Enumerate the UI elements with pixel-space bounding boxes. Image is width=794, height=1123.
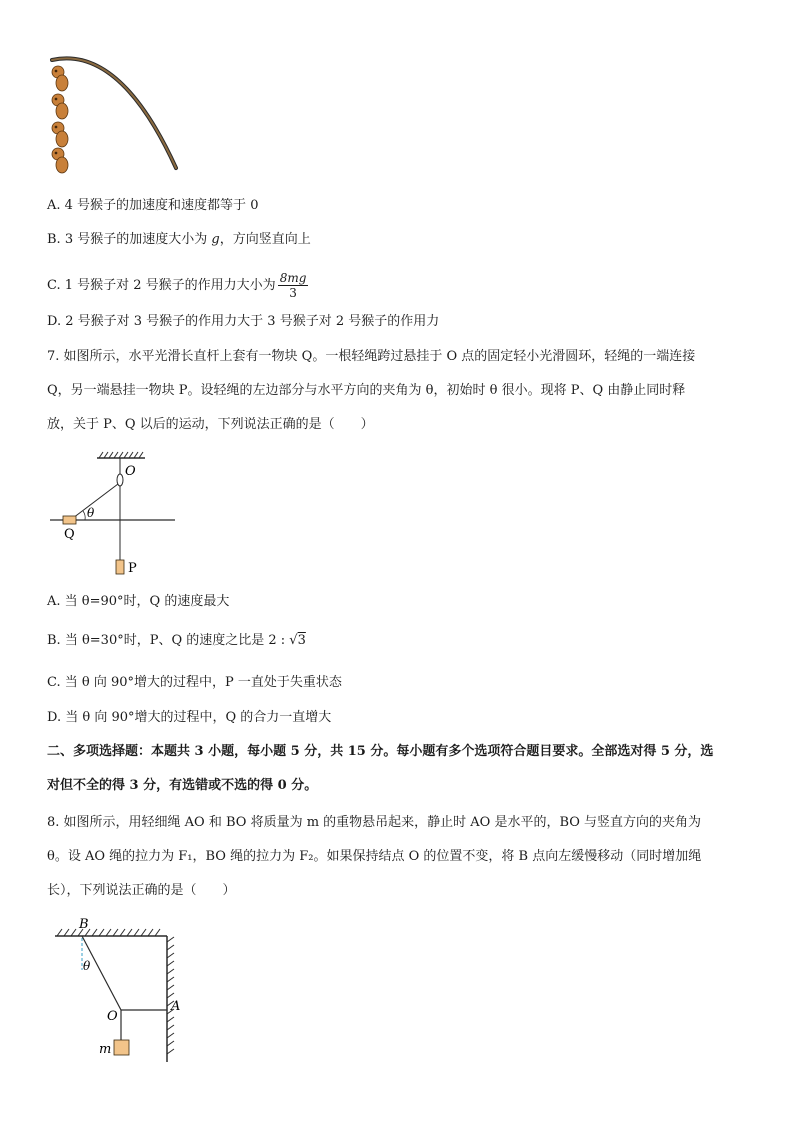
block-q bbox=[63, 516, 76, 524]
block-p bbox=[116, 560, 124, 574]
label-b: B bbox=[79, 917, 89, 932]
monkey-3 bbox=[52, 122, 68, 147]
q6-option-a: A. 4 号猴子的加速度和速度都等于 0 bbox=[47, 198, 259, 213]
label-theta: θ bbox=[87, 506, 95, 520]
q6-option-c: C. 1 号猴子对 2 号猴子的作用力大小为 $\frac{8mg}{3}$ bbox=[47, 271, 307, 300]
q7-stem-line-1: 7. 如图所示，水平光滑长直杆上套有一物块 Q。一根轻绳跨过悬挂于 O 点的固定轻小光滑圆环，轻绳的一端连接 bbox=[47, 349, 696, 364]
q7-option-b: B. 当 θ=30°时，P、Q 的速度之比是 2 : √3 bbox=[47, 633, 306, 648]
q8-stem-line-3: 长），下列说法正确的是（ ） bbox=[47, 883, 236, 898]
weight-m bbox=[114, 1040, 129, 1055]
label-a: A bbox=[171, 999, 181, 1014]
ceiling-hatch bbox=[99, 452, 143, 458]
monkey-2 bbox=[52, 94, 68, 119]
q8-figure bbox=[45, 912, 195, 1072]
ceiling-hatch-q8 bbox=[57, 929, 160, 936]
rope-inclined bbox=[73, 484, 118, 518]
q7-stem-line-3: 放，关于 P、Q 以后的运动，下列说法正确的是（ ） bbox=[47, 417, 374, 432]
rope-bo bbox=[82, 936, 121, 1010]
monkey-branch-figure bbox=[40, 50, 190, 180]
branch bbox=[52, 58, 176, 168]
label-o: O bbox=[125, 464, 136, 479]
q8-stem-line-2: θ。设 AO 绳的拉力为 F₁，BO 绳的拉力为 F₂。如果保持结点 O 的位置不变，将 B 点向左缓慢移动（同时增加绳 bbox=[47, 849, 702, 864]
monkey-4 bbox=[52, 148, 68, 173]
label-m: m bbox=[99, 1042, 112, 1057]
q7-option-a: A. 当 θ=90°时，Q 的速度最大 bbox=[47, 594, 230, 609]
q7-option-d: D. 当 θ 向 90°增大的过程中，Q 的合力一直增大 bbox=[47, 710, 332, 725]
wall-hatch bbox=[167, 937, 174, 1054]
monkey-chain bbox=[52, 66, 68, 173]
sqrt-symbol: √ bbox=[289, 633, 298, 648]
q7-option-c: C. 当 θ 向 90°增大的过程中，P 一直处于失重状态 bbox=[47, 675, 342, 690]
label-o-q8: O bbox=[107, 1009, 118, 1024]
q6-option-b: B. 3 号猴子的加速度大小为 g，方向竖直向上 bbox=[47, 232, 311, 247]
q6-option-d: D. 2 号猴子对 3 号猴子的作用力大于 3 号猴子对 2 号猴子的作用力 bbox=[47, 314, 440, 329]
q8-stem-line-1: 8. 如图所示，用轻细绳 AO 和 BO 将质量为 m 的重物悬吊起来，静止时 AO 是水平的，BO 与竖直方向的夹角为 bbox=[47, 815, 702, 830]
q7-stem-line-2: Q，另一端悬挂一物块 P。设轻绳的左边部分与水平方向的夹角为 θ，初始时 θ 很小。现将 P、Q 由静止同时释 bbox=[47, 383, 686, 398]
label-theta-q8: θ bbox=[83, 959, 91, 973]
label-q: Q bbox=[64, 527, 75, 542]
q7-figure bbox=[45, 448, 185, 578]
label-p: P bbox=[128, 561, 137, 576]
monkey-1 bbox=[52, 66, 68, 91]
fraction-8mg-over-3: $\frac{8mg}{3}$ bbox=[279, 271, 307, 300]
section-2-heading-line-2: 对但不全的得 3 分，有选错或不选的得 0 分。 bbox=[47, 778, 318, 793]
section-2-heading-line-1: 二、多项选择题：本题共 3 小题，每小题 5 分，共 15 分。每小题有多个选项符合题目要求。全部选对得 5 分，选 bbox=[47, 744, 714, 759]
